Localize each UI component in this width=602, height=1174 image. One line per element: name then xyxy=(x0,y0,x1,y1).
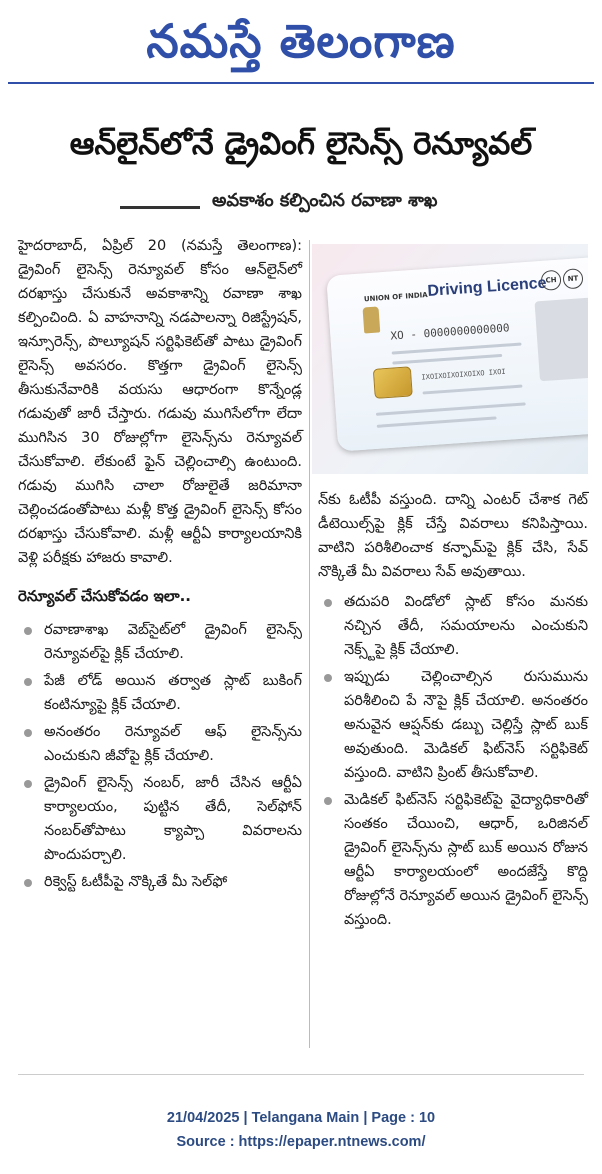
newspaper-masthead xyxy=(0,8,602,74)
article-column-left xyxy=(18,234,302,897)
source-link[interactable]: Source : https://epaper.ntnews.com/ xyxy=(176,1134,426,1150)
card-line xyxy=(392,354,502,365)
article-intro: హైదరాబాద్, ఏప్రిల్ 20 (నమస్తే తెలంగాణ): డ్రైవింగ్ లైసెన్స్ రెన్యూవల్ కోసం ఆన్‌లైన్‌లో దరఖాస్తు చేసుకునే అవకాశాన్ని రవాణా శాఖ కల్పించింది. ఏ వాహనాన్ని నడపాలన్నా రిజిస్ట్రేషన్, ఇన్సూరెన్స్, పొల్యూషన్ సర్టిఫికెట్‌తో పాటు డ్రైవింగ్ లైసెన్స్ అవసరం. కొత్తగా డ్రైవింగ్ లైసెన్స్ తీసుకునేవారికి వయసు ఆధారంగా కొన్నేండ్ల గడువుతో జారీ చేస్తారు. గడువు ముగిసేలోగా లేదా ముగిసిన 30 రోజుల్లోగా లైసెన్స్‌ను రెన్యూవల్ చేసుకోవాలి. లేకుంటే ఫైన్ చెల్లించాల్సి ఉంటుంది. గడువు ముగిసి చాలా రోజులైతే జరిమానా చెల్లించడంతోపాటు మళ్లీ కొత్త డ్రైవింగ్ లైసెన్స్ కోసం దరఖాస్తు చేసుకోవాలి. మళ్లీ ఆర్టీఏ కార్యాలయానికి వెళ్లి పరీక్షకు హాజరు కావాలి. xyxy=(18,238,302,566)
list-item: తదుపరి విండోలో స్లాట్ కోసం మనకు నచ్చిన తేదీ, సమయాలను ఎంచుకుని నెక్స్ట్‌పై క్లిక్ చేయాలి. xyxy=(318,590,588,662)
article-subheadline xyxy=(120,188,500,226)
licence-badge: NT xyxy=(562,268,583,289)
subheadline-bar xyxy=(120,206,200,209)
card-line xyxy=(392,343,522,355)
photo-placeholder-icon xyxy=(534,297,588,381)
card-line xyxy=(377,416,497,427)
list-item: రవాణాశాఖ వెబ్‌సైట్‌లో డ్రైవింగ్ లైసెన్స్ రెన్యూవల్‌పై క్లిక్ చేయాలి. xyxy=(18,618,302,666)
steps-list-right xyxy=(318,590,588,932)
article-continuation: న్‌కు ఓటీపీ వస్తుంది. దాన్ని ఎంటర్ చేశాక గెట్ డీటెయిల్స్‌పై క్లిక్ చేస్తే వివరాలు కనిపిస్తాయి. వాటిని పరిశీలించాక కన్ఫామ్‌పై క్లిక్ చేసి, సేవ్ నొక్కితే మీ వివరాలు సేవ్ అవుతాయి. xyxy=(318,492,588,580)
emblem-icon xyxy=(362,306,380,333)
subheadline-text: అవకాశం కల్పించిన రవాణా శాఖ xyxy=(212,190,438,211)
licence-code: IXOIXOIXOIXOIXO IXOI xyxy=(421,367,506,382)
list-item: అనంతరం రెన్యూవల్ ఆఫ్ లైసెన్స్‌ను ఎంచుకుని జీవోపై క్లిక్ చేయాలి. xyxy=(18,720,302,768)
edition-info: 21/04/2025 | Telangana Main | Page : 10 xyxy=(166,1110,436,1126)
licence-badge: CH xyxy=(540,270,561,291)
licence-title: Driving Licence xyxy=(426,274,547,300)
masthead-title: నమస్తే తెలంగాణ xyxy=(146,14,456,68)
card-line xyxy=(422,385,522,395)
article-headline: ఆన్‌లైన్‌లోనే డ్రైవింగ్ లైసెన్స్ రెన్యూవల్ xyxy=(69,126,533,162)
masthead-rule xyxy=(8,82,594,84)
article-column-right xyxy=(318,488,588,935)
driving-licence-image xyxy=(312,244,588,474)
card-line xyxy=(376,402,526,415)
licence-number: XO - 0000000000000 xyxy=(390,321,510,343)
list-item: పేజీ లోడ్ అయిన తర్వాత స్లాట్ బుకింగ్ కంటిన్యూపై క్లిక్ చేయాలి. xyxy=(18,669,302,717)
list-item: ఇప్పుడు చెల్లించాల్సిన రుసుమును పరిశీలించి పే నౌపై క్లిక్ చేయాలి. అనంతరం అనువైన ఆప్షన్‌కు డబ్బు చెల్లిస్తే స్లాట్ బుక్ అవుతుంది. మెడికల్ ఫిట్‌నెస్ సర్టిఫికెట్ వస్తుంది. వాటిని ప్రింట్ తీసుకోవాలి. xyxy=(318,665,588,785)
licence-issuer: UNION OF INDIA xyxy=(363,290,428,304)
footer-divider xyxy=(18,1074,584,1075)
list-item: డ్రైవింగ్ లైసెన్స్ నంబర్, జారీ చేసిన ఆర్టీఏ కార్యాలయం, పుట్టిన తేదీ, సెల్‌ఫోన్ నంబర్‌తోపాటు క్యాప్చా వివరాలను పొందుపర్చాలి. xyxy=(18,771,302,867)
section-title: రెన్యూవల్ చేసుకోవడం ఇలా.. xyxy=(18,587,191,605)
column-divider xyxy=(309,240,310,1048)
driving-licence-card-icon xyxy=(326,256,588,451)
list-item: మెడికల్ ఫిట్‌నెస్ సర్టిఫికెట్‌పై వైద్యాధికారితో సంతకం చేయించి, ఆధార్, ఒరిజినల్ డ్రైవింగ్ లైసెన్స్‌ను స్లాట్ బుక్ అయిన రోజున ఆర్టీఏ కార్యాలయంలో అందజేస్తే కొద్ది రోజుల్లోనే రెన్యూవల్ అయిన డ్రైవింగ్ లైసెన్స్ వస్తుంది. xyxy=(318,788,588,932)
chip-icon xyxy=(373,366,413,399)
list-item: రిక్వెస్ట్ ఓటీపీపై నొక్కితే మీ సెల్‌ఫో xyxy=(18,870,302,894)
steps-list-left xyxy=(18,618,302,894)
